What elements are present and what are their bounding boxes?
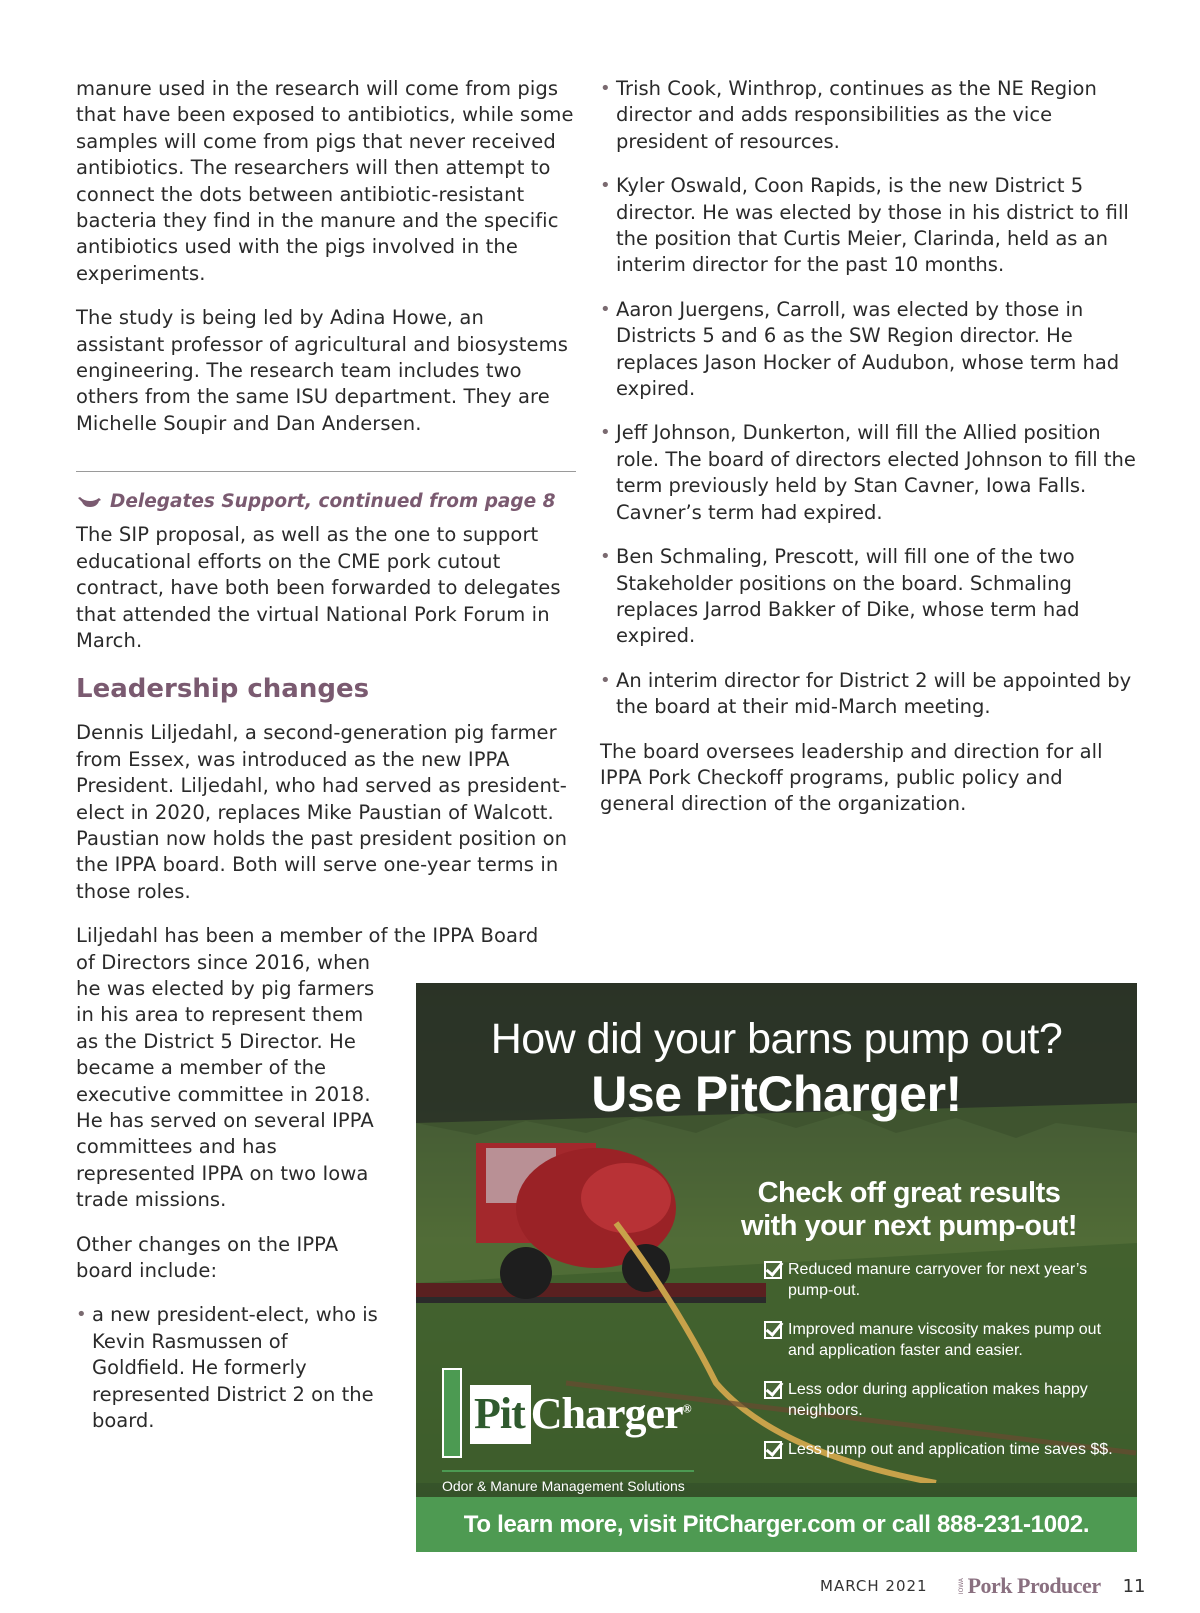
checkbox-checked-icon bbox=[764, 1441, 782, 1459]
checkbox-checked-icon bbox=[764, 1321, 782, 1339]
checkbox-checked-icon bbox=[764, 1381, 782, 1399]
body-paragraph: Dennis Liljedahl, a second-generation pig farmer from Essex, was introduced as the new IPPA President. Liljedahl, who had served as president-elect in 2020, replaces Mike Paustian of Walcott. Paustian now holds the past president position on the IPPA board. Both will serve one-year terms in those roles. bbox=[76, 721, 568, 903]
bullet-icon: • bbox=[76, 1304, 87, 1326]
list-item: • Ben Schmaling, Prescott, will fill one of the two Stakeholder positions on the board. Schmaling replaces Jarrod Bakker of Dike, whose term had expired. bbox=[600, 544, 1140, 650]
pitcharger-advertisement[interactable] bbox=[416, 983, 1137, 1552]
bullet-icon: • bbox=[600, 669, 611, 691]
section-divider bbox=[76, 471, 576, 472]
bullet-icon: • bbox=[600, 546, 611, 568]
logo-rule bbox=[442, 1470, 694, 1472]
bullet-icon: • bbox=[600, 298, 611, 320]
list-item: • Kyler Oswald, Coon Rapids, is the new District 5 director. He was elected by those in his district to fill the position that Curtis Meier, Clarinda, held as an interim director for the past 10 months. bbox=[600, 173, 1140, 279]
body-paragraph-first-line: Liljedahl has been a member of the IPPA Board bbox=[76, 924, 539, 948]
checklist-item: Less pump out and application time saves $$. bbox=[764, 1439, 1114, 1460]
logo-bar bbox=[442, 1368, 462, 1458]
continued-from-line bbox=[76, 490, 576, 514]
ad-headline: How did your barns pump out? bbox=[490, 1015, 1063, 1063]
body-paragraph: of Directors since 2016, when he was elected by pig farmers in his area to represent them as the District 5 Director. He became a member of the executive committee in 2018. He has served on several IPPA committees and has represented IPPA on two Iowa trade missions. bbox=[76, 950, 375, 1212]
list-item: • Jeff Johnson, Dunkerton, will fill the Allied position role. The board of directors elected Johnson to fill the term previously held by Stan Cavner, Iowa Falls. Cavner’s term had expired. bbox=[600, 420, 1140, 526]
continued-label: Delegates Support, continued from page 8 bbox=[110, 491, 556, 513]
body-paragraph: The board oversees leadership and direction for all IPPA Pork Checkoff programs, public policy and general direction of the organization. bbox=[600, 739, 1103, 816]
ad-headline-bold: Use PitCharger! bbox=[591, 1066, 962, 1122]
ad-subhead: Check off great results with your next pump-out! bbox=[741, 1177, 1077, 1242]
list-item: • Trish Cook, Winthrop, continues as the NE Region director and adds responsibilities as the vice president of resources. bbox=[600, 76, 1140, 155]
logo-tagline: Odor & Manure Management Solutions bbox=[442, 1478, 685, 1494]
body-paragraph: The SIP proposal, as well as the one to support educational efforts on the CME pork cutout contract, have both been forwarded to delegates that attended the virtual National Pork Forum in March. bbox=[76, 523, 561, 652]
bullet-icon: • bbox=[600, 175, 611, 197]
ad-call-to-action[interactable]: To learn more, visit PitCharger.com or call 888-231-1002. bbox=[416, 1497, 1137, 1552]
logo-wordmark: Pit Charger® bbox=[470, 1388, 691, 1439]
checkbox-checked-icon bbox=[764, 1261, 782, 1279]
right-column bbox=[600, 76, 1140, 836]
body-paragraph: The study is being led by Adina Howe, an assistant professor of agricultural and biosystems engineering. The research team includes two others from the same ISU department. They are Michelle Soupir and Dan Andersen. bbox=[76, 306, 568, 435]
checklist-item: Improved manure viscosity makes pump out and application faster and easier. bbox=[764, 1319, 1114, 1361]
bullet-icon: • bbox=[600, 78, 611, 99]
body-paragraph: manure used in the research will come from pigs that have been exposed to antibiotics, while some samples will come from pigs that never received antibiotics. The researchers will then attempt to connect the dots between antibiotic-resistant bacteria they find in the manure and the specific antibiotics used with the pigs involved in the experiments. bbox=[76, 77, 574, 285]
page-footer bbox=[820, 1574, 1160, 1598]
pitcharger-logo bbox=[442, 1368, 694, 1494]
section-heading: Leadership changes bbox=[76, 674, 370, 705]
bullet-icon: • bbox=[600, 422, 611, 444]
issue-date: MARCH 2021 bbox=[820, 1577, 928, 1595]
list-item: • An interim director for District 2 will be appointed by the board at their mid-March meeting. bbox=[600, 668, 1140, 721]
list-item: • a new president-elect, who is Kevin Rasmussen of Goldfield. He formerly represented District 2 on the board. bbox=[76, 1302, 386, 1434]
checklist-item: Less odor during application makes happy neighbors. bbox=[764, 1379, 1114, 1421]
pig-icon bbox=[76, 492, 102, 512]
ad-checklist bbox=[764, 1259, 1114, 1478]
checklist-item: Reduced manure carryover for next year’s pump-out. bbox=[764, 1259, 1114, 1301]
page-number: 11 bbox=[1122, 1575, 1146, 1597]
publication-brand: IOWA Pork Producer bbox=[957, 1573, 1101, 1598]
list-item: • Aaron Juergens, Carroll, was elected by those in Districts 5 and 6 as the SW Region director. He replaces Jason Hocker of Audubon, whose term had expired. bbox=[600, 297, 1140, 403]
body-paragraph: Other changes on the IPPA board include: bbox=[76, 1232, 339, 1283]
